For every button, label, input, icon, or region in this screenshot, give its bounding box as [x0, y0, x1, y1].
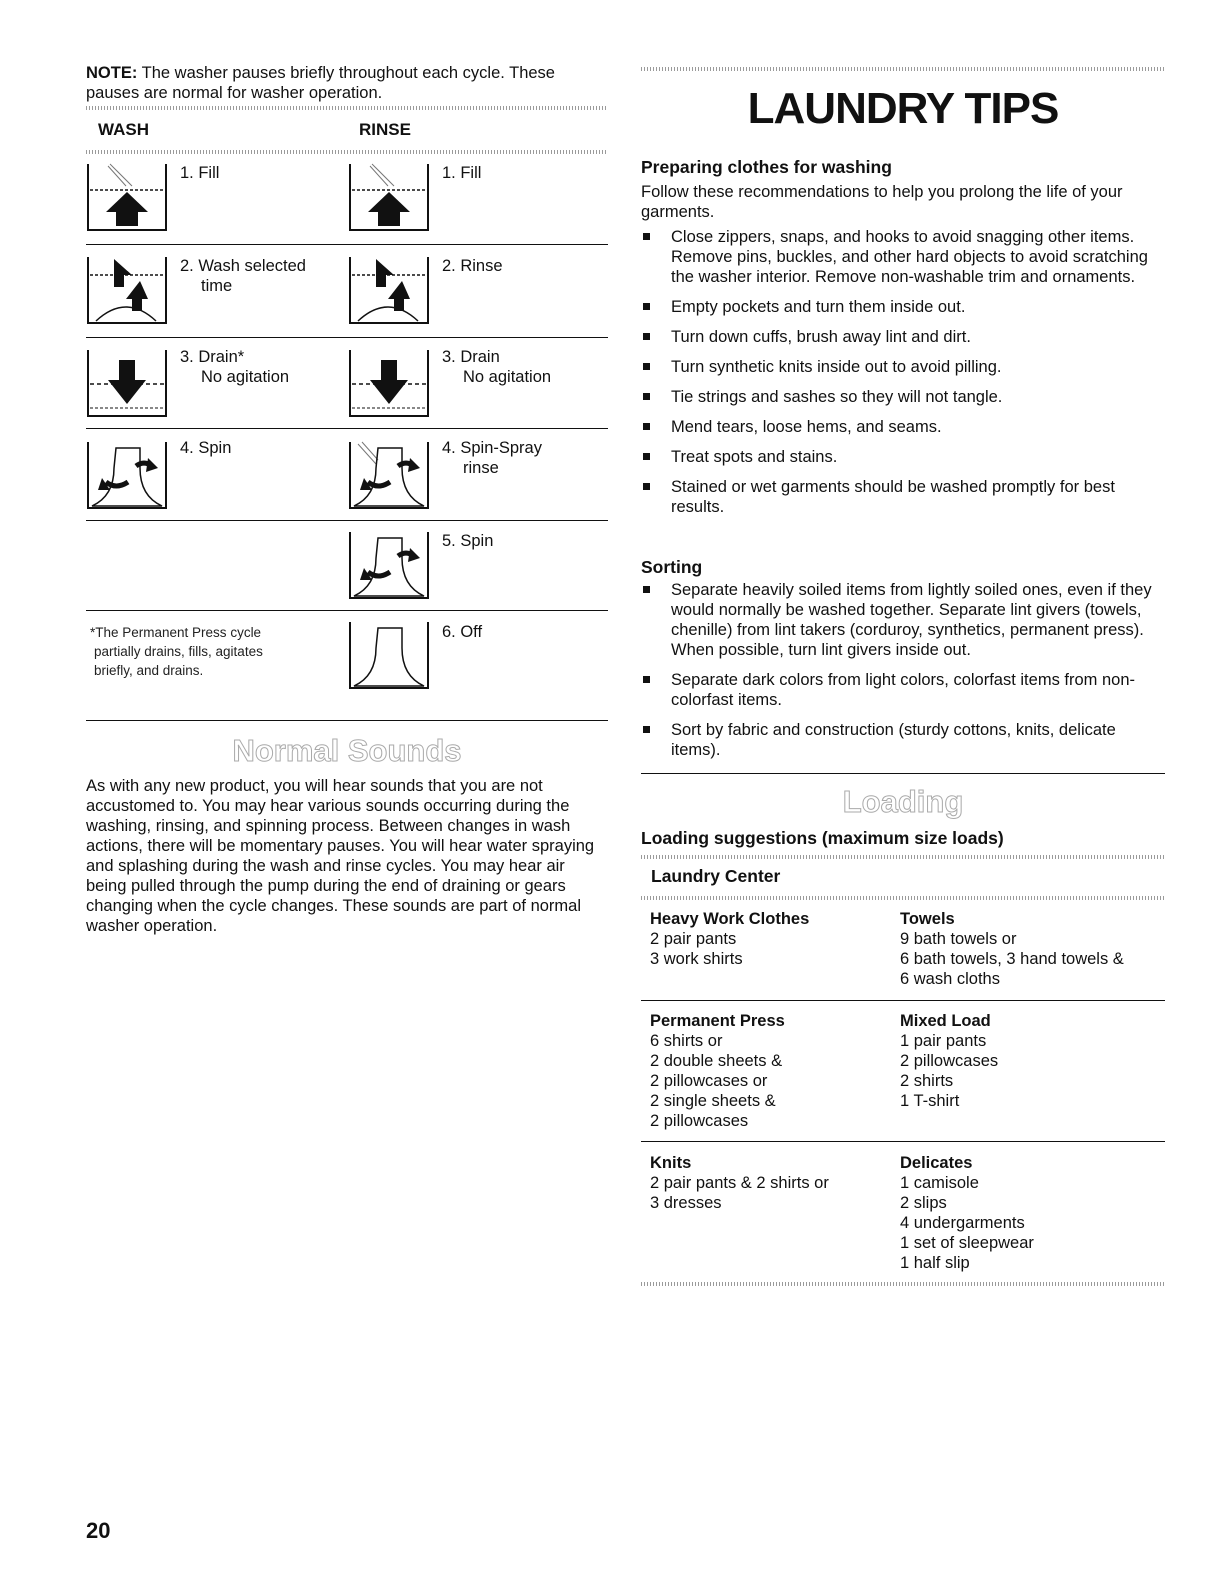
load-line: 6 wash cloths: [900, 970, 1000, 988]
fill-icon: [86, 160, 168, 232]
list-item: Turn down cuffs, brush away lint and dirt.: [641, 327, 1163, 347]
row-divider: [641, 1141, 1165, 1142]
load-title: Mixed Load: [900, 1012, 991, 1030]
step-label: 4. Spin: [180, 439, 232, 457]
load-line: 4 undergarments: [900, 1214, 1025, 1232]
row-divider: [86, 337, 608, 338]
fill-icon: [348, 160, 430, 232]
divider-hatch: [641, 1282, 1165, 1286]
load-line: 3 work shirts: [650, 950, 743, 968]
load-line: 6 shirts or: [650, 1032, 723, 1050]
step-label-cont: No agitation: [201, 368, 290, 386]
preparing-heading: Preparing clothes for washing: [641, 157, 892, 177]
preparing-intro: Follow these recommendations to help you prolong the life of your garments.: [641, 183, 1123, 221]
list-item: Turn synthetic knits inside out to avoid pilling.: [641, 357, 1163, 377]
footnote: [90, 623, 263, 680]
load-line: 2 pillowcases: [900, 1052, 999, 1070]
step-label: 1. Fill: [180, 164, 220, 182]
wash-column-header: WASH: [98, 120, 149, 139]
row-divider: [641, 1000, 1165, 1001]
list-item: Empty pockets and turn them inside out.: [641, 297, 1163, 317]
step-label: 4. Spin-Spray: [442, 439, 542, 457]
wash-step-4: [180, 438, 231, 458]
page-number: 20: [86, 1518, 111, 1543]
step-label: 2. Wash selected: [180, 257, 306, 275]
preparing-list: [641, 227, 1163, 527]
list-item: Sort by fabric and construction (sturdy cottons, knits, delicate items).: [641, 720, 1163, 760]
step-label-cont: time: [201, 277, 233, 295]
spin-icon: [348, 528, 430, 600]
footnote-line: briefly, and drains.: [94, 663, 204, 678]
sorting-heading: Sorting: [641, 557, 703, 577]
note-text: The washer pauses briefly throughout each cycle. These: [141, 64, 555, 82]
loading-suggestions-heading: Loading suggestions (maximum size loads): [641, 828, 1004, 848]
divider-hatch: [86, 106, 608, 110]
step-label-cont: No agitation: [463, 368, 552, 386]
wash-step-1: [180, 163, 219, 183]
load-title: Heavy Work Clothes: [650, 910, 810, 928]
divider-hatch: [641, 855, 1165, 859]
divider-hatch: [641, 67, 1165, 71]
row-divider: [86, 520, 608, 521]
load-cell: [650, 909, 809, 969]
note-label: NOTE:: [86, 64, 138, 82]
row-divider: [86, 720, 608, 721]
note: [86, 63, 611, 103]
rinse-step-2: [442, 256, 503, 276]
row-divider: [86, 610, 608, 611]
load-line: 1 pair pants: [900, 1032, 987, 1050]
step-label: 3. Drain: [442, 348, 500, 366]
load-line: 2 pair pants: [650, 930, 737, 948]
step-label: 5. Spin: [442, 532, 494, 550]
loading-heading: Loading: [842, 784, 964, 819]
divider-hatch: [86, 150, 608, 154]
rinse-column-header: RINSE: [359, 120, 411, 139]
wash-step-2: [180, 256, 306, 296]
load-line: 9 bath towels or: [900, 930, 1017, 948]
off-icon: [348, 618, 430, 690]
normal-sounds-body: As with any new product, you will hear sounds that you are not accustomed to. You may hear various sounds occurring during the washing, rinsing, and spinning process. Between changes in wash actions, there will be momentary pauses. You will hear water spraying and splashing during the wash and rinse cycles. You may hear air being pulled through the pump during the end of draining or gears changing when the cycle changes. These sounds are part of normal washer operation.: [86, 777, 595, 935]
wash-step-3: [180, 347, 289, 387]
load-cell: [900, 909, 1124, 989]
sorting-list: [641, 580, 1163, 770]
load-line: 2 single sheets &: [650, 1092, 776, 1110]
load-line: 1 T-shirt: [900, 1092, 960, 1110]
list-item: Stained or wet garments should be washed promptly for best results.: [641, 477, 1163, 517]
section-divider: [641, 773, 1165, 774]
step-label-cont: rinse: [463, 459, 499, 477]
load-line: 1 camisole: [900, 1174, 979, 1192]
drain-icon: [86, 346, 168, 418]
load-cell: [650, 1011, 785, 1131]
load-line: 2 slips: [900, 1194, 947, 1212]
footnote-line: partially drains, fills, agitates: [94, 644, 263, 659]
list-item: Treat spots and stains.: [641, 447, 1163, 467]
spin-icon: [86, 438, 168, 510]
load-title: Knits: [650, 1154, 692, 1172]
load-line: 2 pillowcases or: [650, 1072, 768, 1090]
divider-hatch: [641, 896, 1165, 900]
load-title: Delicates: [900, 1154, 973, 1172]
laundry-center-heading: Laundry Center: [651, 866, 781, 886]
step-label: 3. Drain*: [180, 348, 245, 366]
load-line: 3 dresses: [650, 1194, 722, 1212]
load-line: 2 pillowcases: [650, 1112, 749, 1130]
load-line: 2 double sheets &: [650, 1052, 783, 1070]
row-divider: [86, 244, 608, 245]
load-line: 6 bath towels, 3 hand towels &: [900, 950, 1124, 968]
list-item: Separate dark colors from light colors, colorfast items from non-colorfast items.: [641, 670, 1163, 710]
rinse-step-6: [442, 622, 482, 642]
load-cell: [650, 1153, 829, 1213]
note-text-2: pauses are normal for washer operation.: [86, 84, 383, 102]
load-title: Towels: [900, 910, 955, 928]
load-line: 1 set of sleepwear: [900, 1234, 1034, 1252]
list-item: Tie strings and sashes so they will not tangle.: [641, 387, 1163, 407]
list-item: Separate heavily soiled items from lightly soiled ones, even if they would normally be washed together. Separate lint givers (towels, chenille) from lint takers (corduroy, synthetics, permanent press). When possible, turn lint givers inside out.: [641, 580, 1163, 660]
load-line: 2 shirts: [900, 1072, 954, 1090]
step-label: 1. Fill: [442, 164, 482, 182]
drain-icon: [348, 346, 430, 418]
laundry-tips-title: LAUNDRY TIPS: [747, 84, 1059, 133]
list-item: Mend tears, loose hems, and seams.: [641, 417, 1163, 437]
rinse-step-3: [442, 347, 551, 387]
load-cell: [900, 1011, 998, 1111]
spray-spin-icon: [348, 438, 430, 510]
rinse-step-1: [442, 163, 481, 183]
footnote-line: *The Permanent Press cycle: [90, 625, 262, 640]
row-divider: [86, 428, 608, 429]
step-label: 6. Off: [442, 623, 483, 641]
rinse-step-4: [442, 438, 542, 478]
normal-sounds-heading: Normal Sounds: [232, 733, 462, 768]
rinse-step-5: [442, 531, 493, 551]
load-cell: [900, 1153, 1034, 1273]
step-label: 2. Rinse: [442, 257, 503, 275]
load-line: 2 pair pants & 2 shirts or: [650, 1174, 829, 1192]
list-item: Close zippers, snaps, and hooks to avoid snagging other items. Remove pins, buckles, and other hard objects to avoid scratching the washer interior. Remove non-washable trim and ornaments.: [641, 227, 1163, 287]
load-line: 1 half slip: [900, 1254, 970, 1272]
agitate-icon: [86, 253, 168, 325]
agitate-icon: [348, 253, 430, 325]
load-title: Permanent Press: [650, 1012, 785, 1030]
